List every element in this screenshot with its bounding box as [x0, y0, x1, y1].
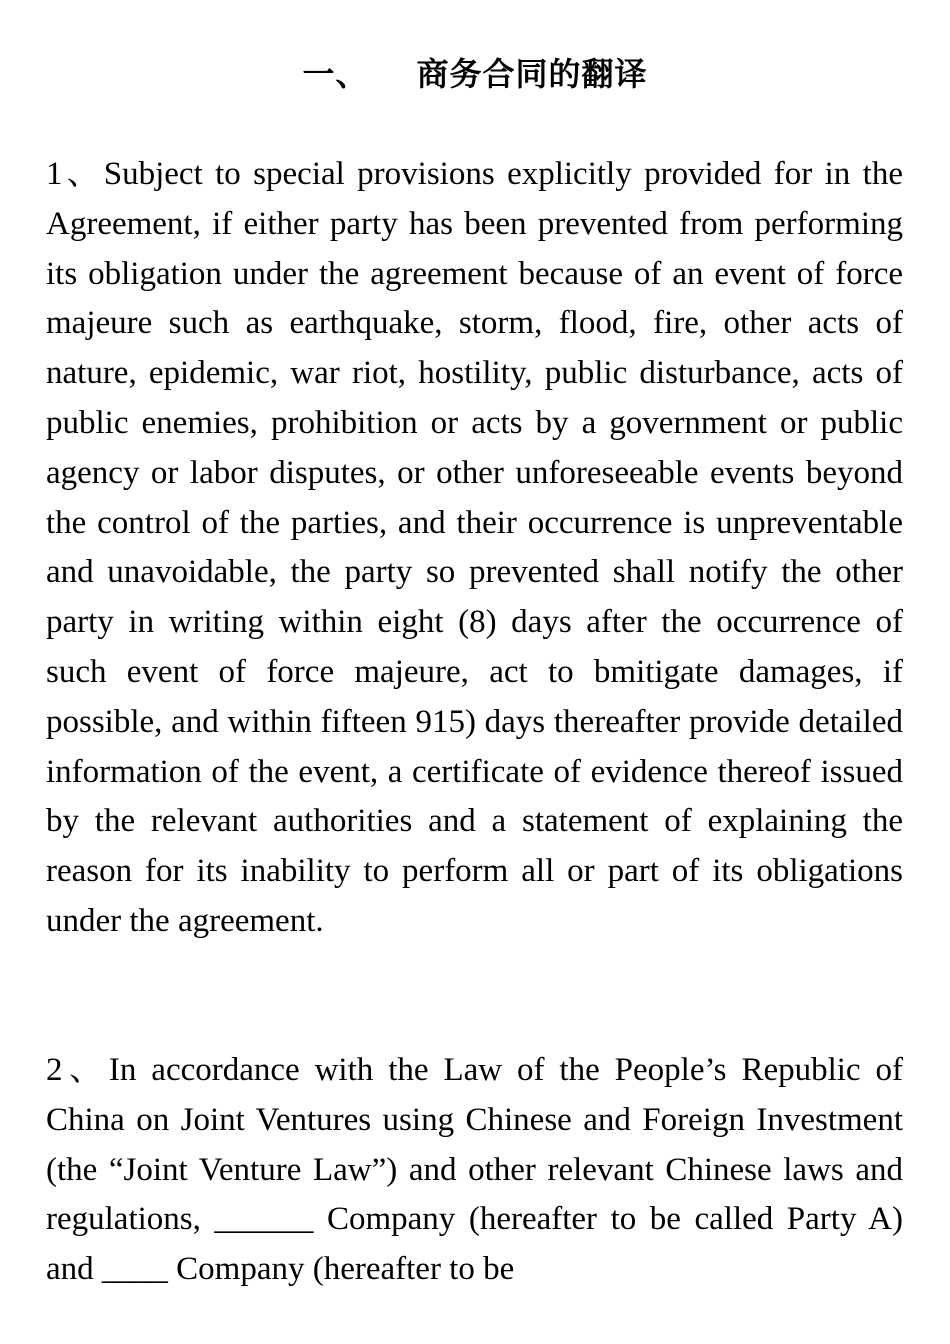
section-number: 一、	[302, 55, 369, 93]
paragraph-2	[46, 1046, 903, 1295]
paragraph-text: Subject to special provisions explicitly provided for in the Agreement, if either party has been prevented from performing its obligation under the agreement because of an event of force majeure such as earthquake, storm, flood, fire, other acts of nature, epidemic, war riot, hostility, public disturbance, acts of public enemies, prohibition or acts by a government or public agency or labor disputes, or other unforeseeable events beyond the control of the parties, and their occurrence is unpreventable and unavoidable, the party so prevented shall notify the other party in writing within eight (8) days after the occurrence of such event of force majeure, act to bmitigate damages, if possible, and within fifteen 915) days thereafter provide detailed information of the event, a certificate of evidence thereof issued by the relevant authorities and a statement of explaining the reason for its inability to perform all or part of its obligations under the agreement.	[46, 156, 904, 939]
section-heading	[0, 52, 950, 96]
paragraph-number: 2、	[46, 1052, 109, 1088]
paragraph-text: In accordance with the Law of the People’s Republic of China on Joint Ventures using Chinese and Foreign Investment (the “Joint Venture Law”) and other relevant Chinese laws and regulations, ______ Company (hereafter to be called Party A) and ____ Company (hereafter to be	[46, 1052, 904, 1288]
paragraph-number: 1、	[46, 156, 104, 192]
paragraph-1	[46, 150, 903, 947]
section-title: 商务合同的翻译	[416, 55, 648, 93]
